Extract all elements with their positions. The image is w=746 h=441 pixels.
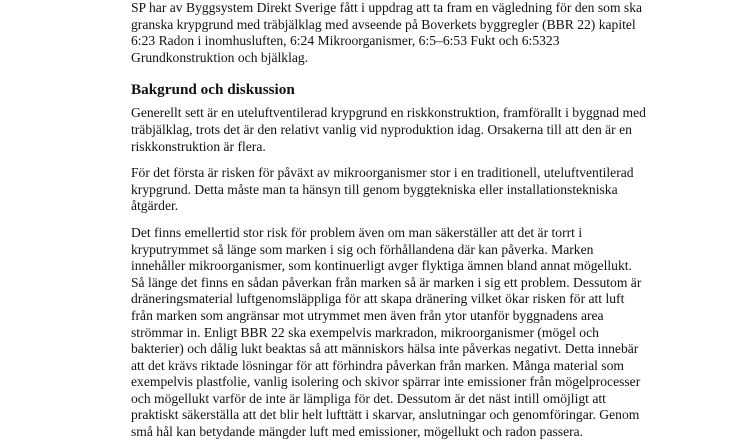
intro-paragraph [131, 0, 731, 66]
text-line: små hål kan betydande mängder luft med emissioner, mögellukt och radon passera. [131, 424, 584, 440]
text-line: innehåller mikroorganismer, som kontinuerligt avger flyktiga ämnen bland annat mögellukt. [131, 258, 632, 274]
text-line: och mögellukt varför de inte är lämpliga för det. Dessutom är det näst intill omöjligt att [131, 390, 606, 406]
text-line: från marken som angränsar mot utrymmet men även från ytor utanför byggnadens area [131, 307, 604, 323]
text-line: praktiskt säkerställa att det blir helt lufttätt i skarvar, anslutningar och genomföringar. Genom [131, 407, 640, 423]
paragraph-3 [131, 225, 731, 441]
text-line: att det krävs riktade lösningar för att förhindra påverkan från marken. Många material som [131, 357, 624, 373]
text-line: granska krypgrund med träbjälklag med avseende på Boverkets byggregler (BBR 22) kapitel [131, 16, 636, 32]
paragraph-1 [131, 105, 731, 155]
text-line: 6:23 Radon i inomhusluften, 6:24 Mikroorganismer, 6:5–6:53 Fukt och 6:5323 [131, 33, 560, 49]
text-line: Så länge det finns en sådan påverkan från marken så är marken i sig ett problem. Dessutom är [131, 274, 642, 290]
text-line: riskkonstruktion är flera. [131, 138, 266, 154]
text-line: SP har av Byggsystem Direkt Sverige fått i uppdrag att ta fram en vägledning för den som ska [131, 0, 643, 15]
text-line: strömmar in. Enligt BBR 22 ska exempelvis markradon, mikroorganismer (mögel och [131, 324, 599, 340]
text-line: Grundkonstruktion och bjälklag. [131, 49, 309, 65]
text-line: Det finns emellertid stor risk för problem även om man säkerställer att det är torrt i [131, 224, 583, 240]
text-line: träbjälklag, trots det är den relativt vanlig vid nyproduktion idag. Orsakerna till att den är en [131, 121, 632, 137]
text-line: krypgrund. Detta måste man ta hänsyn till genom byggtekniska eller installationstekniska [131, 181, 618, 197]
document-page [131, 0, 731, 440]
text-line: För det första är risken för påväxt av mikroorganismer stor i en traditionell, uteluftventilerad [131, 165, 634, 181]
text-line: åtgärder. [131, 198, 179, 214]
text-line: bakterier) och dålig lukt beaktas så att människors hälsa inte påverkas negativt. Detta innebär [131, 341, 639, 357]
text-line: exempelvis plastfolie, vanlig isolering och skivor spärrar inte emissioner från mögelprocesser [131, 374, 641, 390]
section-heading: Bakgrund och diskussion [131, 81, 295, 99]
paragraph-2 [131, 165, 731, 215]
text-line: Generellt sett är en uteluftventilerad krypgrund en riskkonstruktion, framförallt i byggnad med [131, 105, 646, 121]
text-line: kryputrymmet så länge som marken i sig och förhållandena där kan påverka. Marken [131, 241, 594, 257]
text-line: dräneringsmaterial luftgenomsläppliga för att skapa dränering vilket ökar risken för att luft [131, 291, 625, 307]
